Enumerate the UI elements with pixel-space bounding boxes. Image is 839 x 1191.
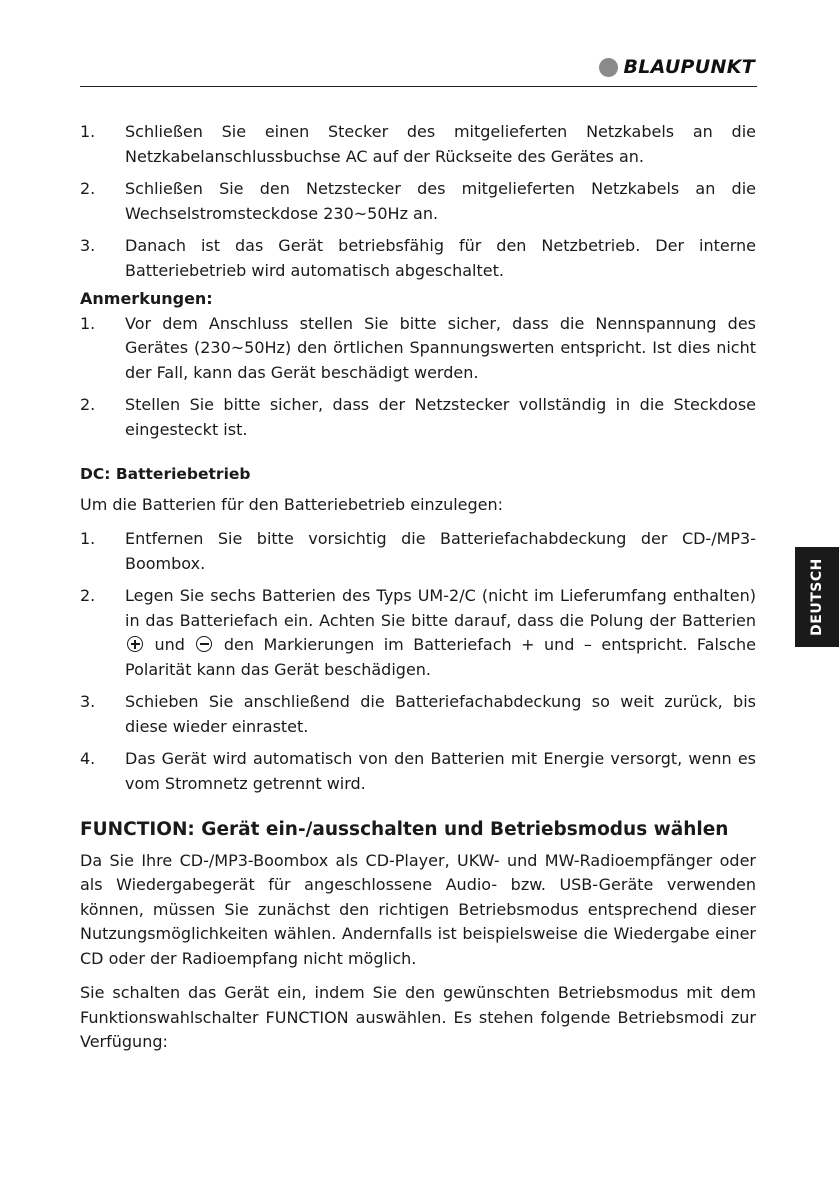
logo-dot-icon [599, 58, 618, 77]
ac-steps-list [80, 120, 756, 283]
list-item [80, 527, 756, 576]
list-item [80, 120, 756, 169]
list-item [80, 393, 756, 442]
polarity-text-a: Legen Sie sechs Batterien des Typs UM-2/C (nicht im Lieferumfang enthalten) in das Batteriefach ein. Achten Sie bitte darauf, dass die Polung der Batterien [125, 586, 756, 630]
notes-list [80, 312, 756, 443]
list-number: 1. [80, 122, 96, 141]
page-content [80, 120, 756, 1065]
list-item [80, 177, 756, 226]
list-number: 2. [80, 179, 96, 198]
list-text-polarity [125, 584, 756, 682]
list-text: Das Gerät wird automatisch von den Batterien mit Energie versorgt, wenn es vom Stromnetz getrennt wird. [125, 749, 756, 793]
brand-logo [599, 56, 755, 78]
list-number: 2. [80, 586, 96, 605]
list-item [80, 234, 756, 283]
list-text: Vor dem Anschluss stellen Sie bitte sicher, dass die Nennspannung des Gerätes (230~50Hz) den örtlichen Spannungswerten entspricht. Ist dies nicht der Fall, kann das Gerät beschädigt werden. [125, 313, 756, 382]
polarity-text-c: den Markierungen im Batteriefach + und – entspricht. Falsche Polarität kann das Gerät beschädigen. [125, 635, 757, 679]
list-text: Schließen Sie einen Stecker des mitgelieferten Netzkabels an die Netzkabelanschlussbuchse AC auf der Rückseite des Gerätes an. [125, 122, 756, 166]
dc-heading: DC: Batteriebetrieb [80, 465, 251, 483]
dc-intro: Um die Batterien für den Batteriebetrieb einzulegen: [80, 494, 504, 514]
language-tab-label: DEUTSCH [809, 558, 825, 636]
list-text: Stellen Sie bitte sicher, dass der Netzstecker vollständig in die Steckdose eingesteckt ist. [125, 395, 756, 439]
notes-heading: Anmerkungen: [80, 289, 213, 308]
function-paragraph-2: Sie schalten das Gerät ein, indem Sie den gewünschten Betriebsmodus mit dem Funktionswahlschalter FUNCTION auswählen. Es stehen folgende Betriebsmodi zur Verfügung: [80, 983, 756, 1051]
list-number: 1. [80, 313, 96, 333]
dc-steps-list [80, 527, 756, 796]
list-number: 3. [80, 692, 96, 711]
function-heading: FUNCTION: Gerät ein-/ausschalten und Betriebsmodus wählen [80, 819, 729, 840]
plus-circle-icon [127, 636, 143, 652]
list-text: Schließen Sie den Netzstecker des mitgelieferten Netzkabels an die Wechselstromsteckdose 230~50Hz an. [125, 179, 756, 223]
list-item [80, 312, 756, 386]
polarity-text-b: und [154, 635, 185, 654]
brand-name: BLAUPUNKT [623, 56, 755, 78]
minus-circle-icon [196, 636, 212, 652]
list-number: 4. [80, 749, 96, 768]
list-text: Danach ist das Gerät betriebsfähig für den Netzbetrieb. Der interne Batteriebetrieb wird automatisch abgeschaltet. [125, 236, 756, 280]
list-item [80, 747, 756, 796]
list-number: 3. [80, 236, 96, 255]
list-text: Entfernen Sie bitte vorsichtig die Batteriefachabdeckung der CD-/MP3-Boombox. [125, 529, 756, 573]
list-number: 2. [80, 395, 96, 414]
list-number: 1. [80, 529, 96, 548]
language-tab [795, 547, 839, 647]
list-item [80, 584, 756, 682]
function-paragraph-1: Da Sie Ihre CD-/MP3-Boombox als CD-Player, UKW- und MW-Radioempfänger oder als Wiedergabegerät für angeschlossene Audio- bzw. USB-Geräte verwenden können, müssen Sie zunächst den richtigen Betriebsmodus entsprechend dieser Nutzungsmöglichkeiten wählen. Andernfalls ist beispielsweise die Wiedergabe einer CD oder der Radioempfang nicht möglich. [80, 850, 756, 968]
list-item [80, 690, 756, 739]
list-text: Schieben Sie anschließend die Batteriefachabdeckung so weit zurück, bis diese wieder einrastet. [125, 692, 756, 736]
header-divider [80, 86, 757, 87]
